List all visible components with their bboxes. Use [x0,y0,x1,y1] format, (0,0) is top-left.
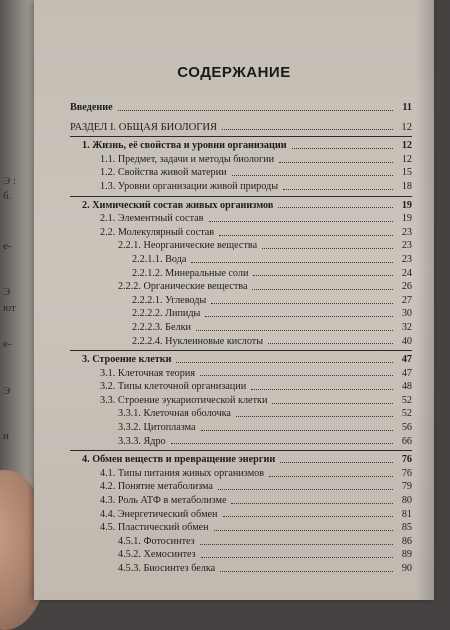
toc-entry [70,226,412,240]
dot-leader [253,274,393,276]
toc-entry [70,421,412,435]
dot-leader [272,402,393,404]
toc-entry-title: 4.5.2. Хемосинтез [118,549,196,561]
dot-leader [279,161,393,163]
facing-fragment: ют [3,302,16,314]
toc-entry-title: 3.3.2. Цитоплазма [118,422,196,434]
toc-page-number: 47 [401,354,412,366]
toc-page-number: 85 [401,522,412,534]
facing-fragment: Э : [3,175,17,187]
toc-entry [70,548,412,562]
toc-page-number: 18 [401,180,412,192]
dot-leader [200,543,393,545]
dot-leader [236,415,393,417]
dot-leader [211,302,393,304]
toc-entry-title: 4.4. Энергетический обмен [100,508,218,520]
toc-entry-title: 2.2.2.3. Белки [132,321,191,333]
toc-entry-title: 2.2.1.1. Вода [132,253,187,265]
toc-page-number: 66 [401,435,412,447]
dot-leader [201,556,393,558]
toc-entry-title: 4. Обмен веществ и превращение энергии [82,454,276,466]
toc-entry [70,294,412,308]
facing-fragment: е- [3,338,12,350]
toc-entry-title: 2.2.2.2. Липиды [132,308,201,320]
dot-leader [222,128,393,130]
dot-leader [118,109,393,111]
toc-entry-title: 3.2. Типы клеточной организации [100,381,247,393]
toc-entry-title: 3.1. Клеточная теория [100,367,196,379]
page-shadow [416,0,434,600]
toc-entry [70,199,412,213]
dot-leader [269,475,393,477]
toc-entry [70,166,412,180]
toc-entry [70,480,412,494]
dot-leader [232,174,393,176]
toc-page-number: 30 [401,308,412,320]
dot-leader [200,374,393,376]
dot-leader [223,515,393,517]
toc-entry-title: 2.2.2. Органические вещества [118,281,248,293]
toc-page-number: 15 [401,167,412,179]
toc-entry-title: 3.3. Строение эукариотической клетки [100,394,268,406]
toc-entry-title: 2.2.1.2. Минеральные соли [132,267,249,279]
toc-entry [70,367,412,381]
dot-leader [220,570,393,572]
toc-entry [70,101,412,115]
dot-leader [219,234,393,236]
toc-entry-title: Введение [70,102,113,113]
toc-entry [70,394,412,408]
toc-page-number: 47 [401,367,412,379]
toc-entry-title: 1.2. Свойства живой материи [100,167,227,179]
divider [70,136,412,137]
dot-leader [201,429,393,431]
toc-entry [70,180,412,194]
toc-entry-title: 4.2. Понятие метаболизма [100,481,213,493]
toc-entry-title: 2. Химический состав живых организмов [82,199,274,211]
toc-entry-title: 4.3. Роль АТФ в метаболизме [100,495,227,507]
toc-entry-title: 2.2.2.4. Нуклеиновые кислоты [132,335,264,347]
book-page [34,0,434,600]
toc-page-number: 19 [401,213,412,225]
toc-entry-title: 2.2.2.1. Углеводы [132,294,207,306]
toc-entry-title: 3. Строение клетки [82,354,172,366]
dot-leader [292,147,393,149]
dot-leader [218,488,393,490]
toc-entry [70,280,412,294]
toc-entry-title: 2.2. Молекулярный состав [100,226,215,238]
toc-page-number: 86 [401,535,412,547]
toc-page-number: 23 [401,253,412,265]
toc-page-number: 12 [401,153,412,165]
toc-page-number: 24 [401,267,412,279]
dot-leader [252,288,393,290]
facing-fragment: е- [3,240,12,252]
dot-leader [280,461,393,463]
toc-page-number: 23 [401,226,412,238]
toc-page-number: 11 [402,102,412,113]
dot-leader [196,329,393,331]
toc-entry-title: 4.5. Пластический обмен [100,522,209,534]
toc-entry [70,353,412,367]
dot-leader [205,315,393,317]
divider [70,450,412,451]
toc-entry-title: 1. Жизнь, её свойства и уровни организации [82,140,287,152]
table-of-contents [70,101,412,576]
toc-entry [70,407,412,421]
toc-page-number: 23 [401,240,412,252]
toc-entry-title: 1.3. Уровни организации живой природы [100,180,279,192]
toc-entry [70,253,412,267]
toc-entry [70,121,412,135]
toc-page-number: 76 [401,467,412,479]
facing-fragment: Э [3,385,11,397]
toc-entry [70,521,412,535]
dot-leader [251,388,393,390]
toc-page-number: 89 [401,549,412,561]
toc-page-number: 48 [401,381,412,393]
toc-entry-title: РАЗДЕЛ I. ОБЩАЯ БИОЛОГИЯ [70,121,218,133]
toc-entry [70,380,412,394]
dot-leader [262,247,393,249]
toc-entry-title: 2.2.1. Неорганические вещества [118,240,258,252]
toc-entry [70,562,412,576]
toc-page-number: 32 [401,321,412,333]
toc-entry [70,153,412,167]
dot-leader [283,188,393,190]
toc-entry [70,467,412,481]
toc-entry-title: 1.1. Предмет, задачи и методы биологии [100,153,275,165]
toc-entry [70,535,412,549]
toc-page-number: 12 [401,121,412,133]
toc-page-number: 81 [401,508,412,520]
facing-fragment: и [3,430,9,442]
divider [70,196,412,197]
toc-entry [70,139,412,153]
dot-leader [214,529,393,531]
toc-entry-title: 3.3.3. Ядро [118,435,166,447]
toc-entry [70,267,412,281]
toc-page-number: 19 [401,199,412,211]
toc-page-number: 26 [401,281,412,293]
toc-page-number: 56 [401,422,412,434]
facing-fragment: Э [3,286,11,298]
toc-entry [70,494,412,508]
toc-page-number: 80 [401,495,412,507]
dot-leader [191,261,393,263]
toc-page-number: 76 [401,454,412,466]
toc-entry [70,335,412,349]
toc-page-number: 27 [401,294,412,306]
toc-page-number: 40 [401,335,412,347]
toc-page-number: 79 [401,481,412,493]
toc-entry-title: 4.5.1. Фотосинтез [118,535,195,547]
facing-fragment: б. [3,190,12,202]
dot-leader [176,361,393,363]
toc-page-number: 12 [401,140,412,152]
toc-page-number: 52 [401,408,412,420]
toc-entry-title: 3.3.1. Клеточная оболочка [118,408,231,420]
toc-entry [70,435,412,449]
page-title: СОДЕРЖАНИЕ [177,64,291,81]
dot-leader [209,220,394,222]
toc-entry [70,307,412,321]
toc-page-number: 52 [401,394,412,406]
dot-leader [231,502,393,504]
toc-page-number: 90 [401,563,412,574]
toc-entry [70,239,412,253]
dot-leader [171,442,393,444]
toc-entry-title: 2.1. Элементный состав [100,213,204,225]
toc-entry [70,508,412,522]
dot-leader [268,342,393,344]
toc-entry [70,212,412,226]
toc-entry-title: 4.5.3. Биосинтез белка [118,563,216,574]
toc-entry [70,453,412,467]
toc-entry-title: 4.1. Типы питания живых организмов [100,467,265,479]
dot-leader [278,206,393,208]
toc-entry [70,321,412,335]
divider [70,350,412,351]
